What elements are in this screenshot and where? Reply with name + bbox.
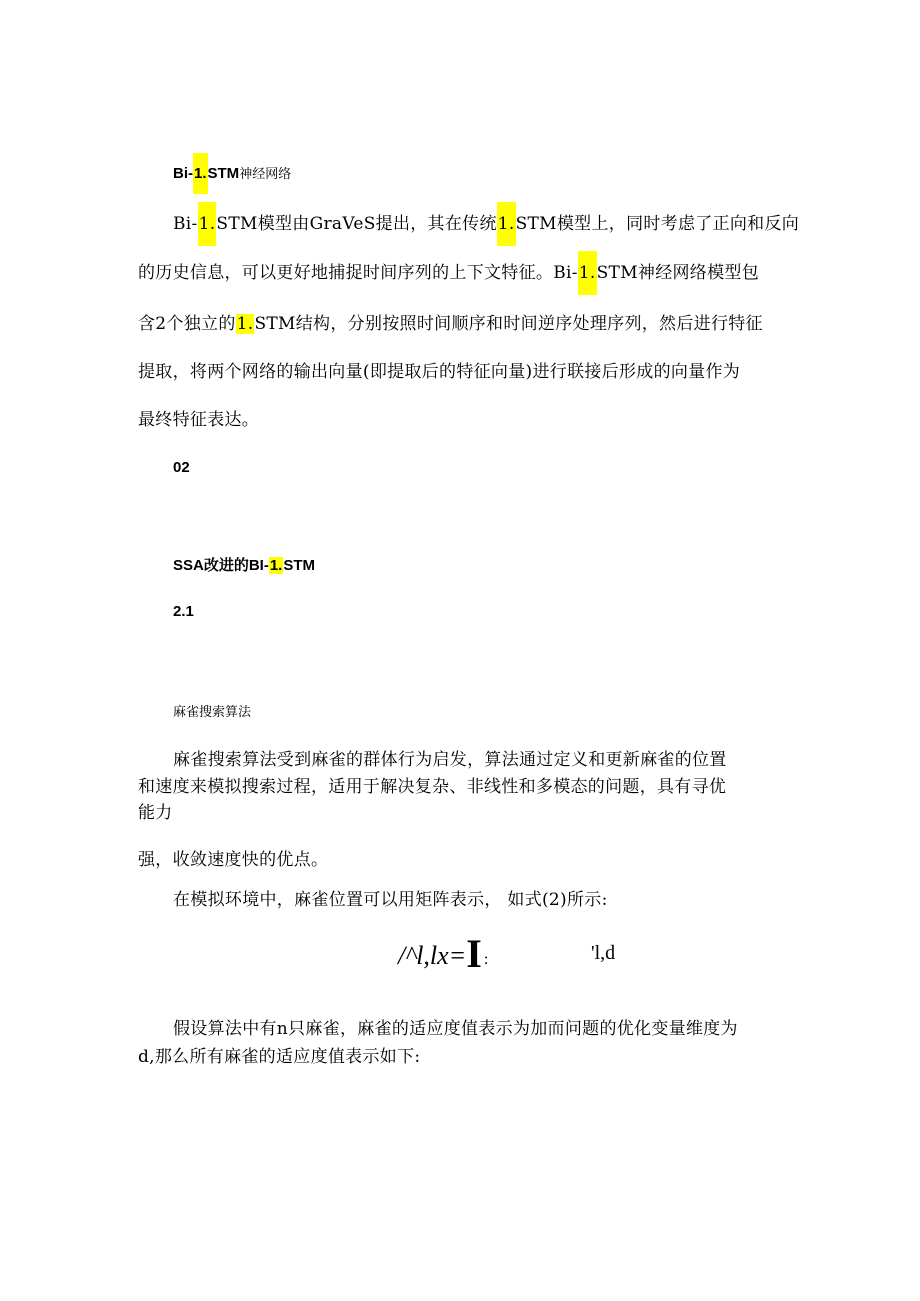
section-heading-bilstm (173, 163, 291, 182)
paragraph-line: 和速度来模拟搜索过程，适用于解决复杂、非线性和多模态的问题，具有寻优 (138, 777, 727, 797)
heading-suffix: STM (207, 165, 240, 182)
highlight-mark: 1. (269, 557, 283, 574)
paragraph-line: 能力 (138, 803, 173, 823)
formula-left: /^l,lx= (398, 941, 467, 970)
highlight-mark: 1. (198, 202, 217, 246)
paragraph-line: 在模拟环境中，麻雀位置可以用矩阵表示， 如式(2)所示: (173, 890, 608, 910)
heading-prefix: Bi- (173, 165, 193, 182)
paragraph-line: Bi-1.STM模型由GraVeS提出，其在传统1.STM模型上，同时考虑了正向和反向 (173, 209, 799, 234)
section-heading-ssa (173, 554, 315, 575)
paragraph-line: 提取，将两个网络的输出向量(即提取后的特征向量)进行联接后形成的向量作为 (138, 362, 741, 382)
subsection-number: 2.1 (173, 603, 194, 620)
section-number: 02 (173, 459, 190, 476)
formula-matrix-bracket: I (466, 931, 482, 976)
paragraph-line: 麻雀搜索算法受到麻雀的群体行为启发，算法通过定义和更新麻雀的位置 (173, 750, 727, 770)
heading-tail: 神经网络 (239, 166, 292, 181)
paragraph-line: 含2个独立的1.STM结构，分别按照时间顺序和时间逆序处理序列，然后进行特征 (138, 314, 763, 334)
paragraph-line: 强，收敛速度快的优点。 (138, 850, 329, 870)
highlight-mark: 1. (497, 202, 516, 246)
highlight-mark: 1. (578, 251, 597, 295)
formula (398, 930, 488, 977)
highlight-mark: 1. (193, 153, 208, 194)
subsection-heading: 麻雀搜索算法 (173, 705, 252, 720)
heading-prefix: SSA改进的BI- (173, 557, 269, 574)
formula-right: 'l,d (591, 942, 616, 964)
paragraph-line: 最终特征表达。 (138, 410, 260, 430)
highlight-mark: 1. (236, 314, 254, 334)
formula-colon: : (483, 951, 489, 968)
paragraph-line: 假设算法中有n只麻雀，麻雀的适应度值表示为加而问题的优化变量维度为 (173, 1019, 738, 1039)
paragraph-line: d,那么所有麻雀的适应度值表示如下: (138, 1047, 421, 1067)
paragraph-line: 的历史信息，可以更好地捕捉时间序列的上下文特征。Bi-1.STM神经网络模型包 (138, 258, 759, 283)
heading-suffix: STM (283, 557, 316, 574)
